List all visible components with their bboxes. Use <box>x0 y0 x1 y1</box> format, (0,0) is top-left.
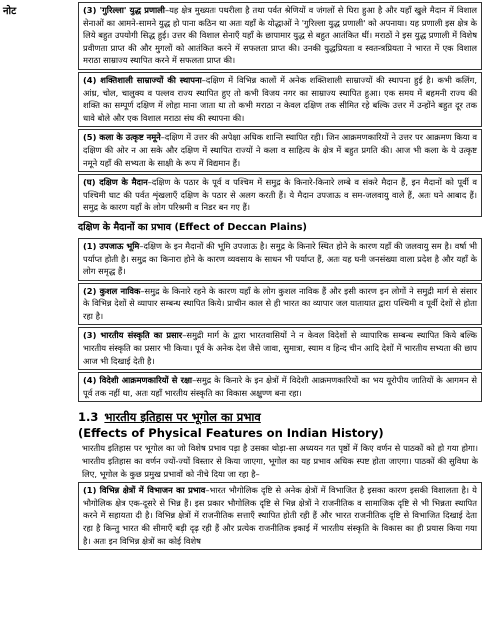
chapter-title-hindi <box>78 410 482 425</box>
chapter-number: 1.3 <box>78 410 99 425</box>
paragraph-lead: (घ) दक्षिण के मैदान <box>83 177 148 188</box>
paragraph-powerful-empires <box>78 72 482 127</box>
paragraph-lead: (4) विदेशी आक्रमणकारियों से रक्षा <box>83 375 193 386</box>
paragraph-text: –दक्षिण में विभिन्न कालों में अनेक शक्तिशाली साम्राज्यों की स्थापना हुई है। कभी कलिंग, आंध्र, चोल, चालुक्य व पल्लव राज्य स्थापित हुए तो कभी विजय नगर का साम्राज्य स्थापित हुआ। एक समय में बहमनी राज्य की शक्ति का सम्पूर्ण दक्षिण में लोहा माना जाता था तो कभी मराठा न केवल दक्षिण तक सीमित रहे बल्कि उत्तर में उन्होंने बहुत दूर तक धावे बोले और एक विशाल मराठा संघ की स्थापना की। <box>83 74 477 123</box>
paragraph-foreign-protection <box>78 372 482 402</box>
paragraph-lead: (3) 'गुरिल्ला' युद्ध प्रणाली <box>83 5 165 15</box>
paragraph-text: –समुद्र के किनारे के इन क्षेत्रों में विदेशी आक्रमणकारियों का भय यूरोपीय जातियों के आगमन से पूर्व तक नहीं था, अतः यहाँ भारतीय संस्कृति का विकास अक्षुण्ण बना रहा। <box>83 375 477 398</box>
intro-paragraph: भारतीय इतिहास पर भूगोल का जो विशेष प्रभाव पड़ा है उसका थोड़ा-सा अध्ययन गत पृष्ठों में किए वर्णन से पाठकों को हो गया होगा। भारतीय इतिहास का वर्णन ज्यों-ज्यों विस्तार से किया जाएगा, भूगोल का यह प्रभाव अधिक स्पष्ट होता जाएगा। पाठकों की सुविधा के लिए, भूगोल के कुछ प्रमुख प्रभावों को नीचे दिया जा रहा है– <box>82 443 478 479</box>
paragraph-text: –समुद्री मार्ग के द्वारा भारतवासियों ने न केवल विदेशों से व्यापारिक सम्बन्ध स्थापित किये बल्कि भारतीय संस्कृति का प्रसार भी किया। पूर्व के अनेक देश जैसे जावा, सुमात्रा, स्याम व हिन्द चीन आदि देशों में भारतीय सभ्यता की छाप आज भी दिखाई देती है। <box>83 330 477 366</box>
paragraph-lead: (2) कुशल नाविक <box>83 285 141 296</box>
chapter-title-english: (Effects of Physical Features on Indian History) <box>78 426 384 441</box>
section-heading: दक्षिण के मैदानों का प्रभाव (Effect of Deccan Plains) <box>78 221 307 233</box>
paragraph-text: –भारत भौगोलिक दृष्टि से अनेक क्षेत्रों में विभाजित है इसका कारण इसकी विशालता है। ये भौगोलिक क्षेत्र एक-दूसरे से भिन्न हैं। इस प्रकार भौगोलिक दृष्टि से भिन्न क्षेत्रों ने राजनीतिक व सामाजिक दृष्टि से भी भिन्नता स्थापित करने में सहायता दी है। विभिन्न क्षेत्रों में राजनीतिक सत्ताएँ स्थापित होती रही हैं और भारत राजनीतिक दृष्टि से विभाजित दिखाई देता रहा है किन्तु भारत की सीमाएँ बड़ी दृढ़ रही हैं और प्रत्येक राजनीतिक इकाई में भारतीय संस्कृति के विकास का ही प्रयास किया गया है। अतः इन विभिन्न क्षेत्रों का कोई विशेष <box>83 485 477 546</box>
paragraph-text: –यह क्षेत्र मुख्यतः पथरीला है तथा पर्वत श्रेणियों व जंगलों से घिरा हुआ है और यहाँ खुले मैदान में विशाल सेनाओं का आमने-सामने युद्ध हो पाना कठिन था अतः यहाँ के योद्धाओं ने 'गुरिल्ला युद्ध प्रणाली' को अपनाया। यह प्रणाली इस क्षेत्र के लिये बहुत उपयोगी सिद्ध हुई। उत्तर की विशाल सेनाएँ यहाँ के छापामार युद्ध से बहुत आतंकित थीं। मराठों ने इस युद्ध प्रणाली में विशेष प्रवीणता प्राप्त की और मुगलों को आतंकित करने में सफलता प्राप्त की। उनकी युद्धप्रियता व स्वतन्त्रप्रियता ने भारत में एक विशाल मराठा साम्राज्य स्थापित करने में सफलता प्राप्त की। <box>83 5 477 66</box>
paragraph-lead: (1) विभिन्न क्षेत्रों में विभाजन का प्रभाव <box>83 485 206 496</box>
chapter-title-hi: भारतीय इतिहास पर भूगोल का प्रभाव <box>104 410 261 425</box>
paragraph-text: –समुद्र के किनारे रहने के कारण यहाँ के लोग कुशल नाविक हैं और इसी कारण इन लोगों ने समुद्री मार्ग से संसार के विभिन्न देशों से व्यापार सम्बन्ध स्थापित किये। प्राचीन काल से ही भारत का व्यापार जल यातायात द्वारा पश्चिमी व पूर्वी देशों से होता रहा है। <box>83 285 477 321</box>
paragraph-culture-spread <box>78 327 482 370</box>
paragraph-text: –दक्षिण में उत्तर की अपेक्षा अधिक शान्ति स्थापित रही। जिन आक्रमणकारियों ने उत्तर पर आक्रमण किया व दक्षिण की ओर न आ सके और दक्षिण में स्थापित राज्यों ने कला व साहित्य के क्षेत्र में बहुत प्रगति की। आज भी कला के ये उत्कृष्ट नमूने यहाँ की सभ्यता के साक्षी के रूप में विद्यमान हैं। <box>83 132 478 168</box>
paragraph-fertile-land <box>78 238 482 281</box>
page-content <box>78 2 482 552</box>
paragraph-text: –दक्षिण के पठार के पूर्व व पश्चिम में समुद्र के किनारे-किनारे लम्बे व संकरे मैदान हैं, इन मैदानों को पूर्वी व पश्चिमी घाट की पर्वत शृंखलाएँ दक्षिण के पठार से अलग करती हैं। ये मैदान उपजाऊ व सम-जलवायु वाले हैं, अतः घने आबाद हैं। समुद्र के कारण यहाँ के लोग परिश्रमी व निडर बन गए हैं। <box>83 177 477 213</box>
paragraph-art-specimens <box>78 129 482 172</box>
paragraph-lead: (3) भारतीय संस्कृति का प्रसार <box>83 330 183 341</box>
margin-note-label: नोट <box>3 6 17 17</box>
paragraph-deccan-plains <box>78 174 482 217</box>
paragraph-guerrilla-warfare <box>78 2 482 70</box>
paragraph-skilled-sailors <box>78 283 482 326</box>
paragraph-lead: (4) शक्तिशाली साम्राज्यों की स्थापना <box>83 74 202 85</box>
paragraph-text: –दक्षिण के इन मैदानों की भूमि उपजाऊ है। समुद्र के किनारे स्थित होने के कारण यहाँ की जलवायु सम है। वर्षा भी पर्याप्त होती है। समुद्र का किनारा होने के कारण व्यवसाय के साधन भी पर्याप्त हैं, अतः यह घनी जनसंख्या वाला प्रदेश है और यहाँ के लोग समृद्ध हैं। <box>83 240 477 277</box>
chapter-heading <box>78 410 482 441</box>
paragraph-regional-division <box>78 482 482 550</box>
paragraph-lead: (5) कला के उत्कृष्ट नमूने <box>83 132 161 143</box>
paragraph-lead: (1) उपजाऊ भूमि <box>83 240 140 251</box>
